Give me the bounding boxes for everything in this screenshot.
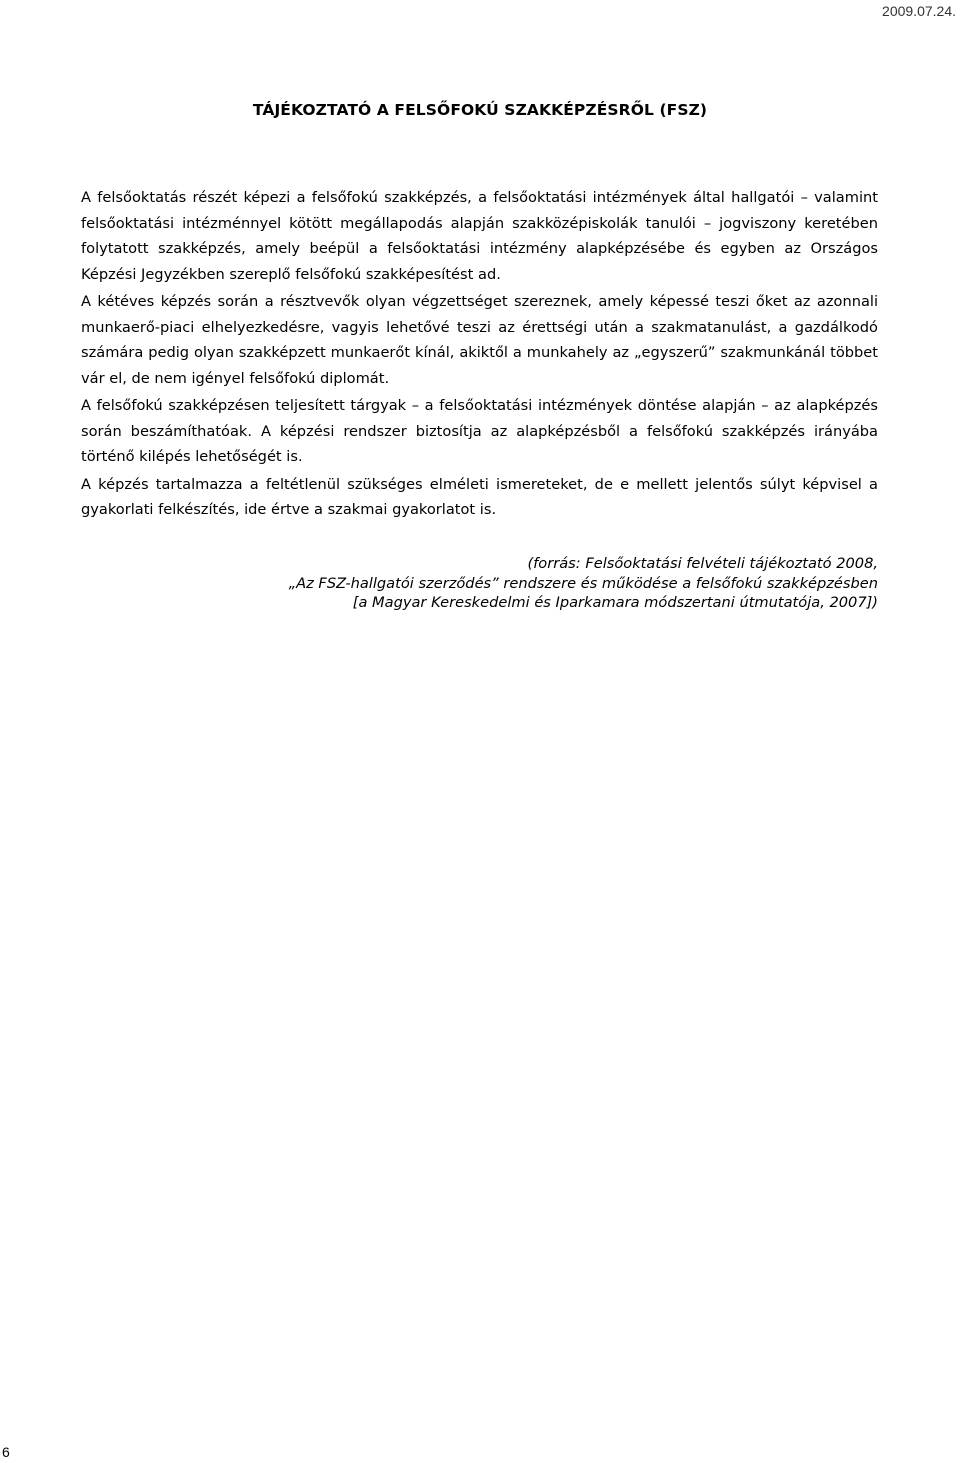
source-line-3: [a Magyar Kereskedelmi és Iparkamara módszertani útmutatója, 2007]) <box>352 594 878 611</box>
paragraph-training: A kétéves képzés során a résztvevők olyan végzettséget szereznek, amely képessé teszi őket az azonnali munkaerő-piaci elhelyezkedésre, vagyis lehetővé teszi az érettségi után a szakmatanulást, a gazdálkodó számára pedig olyan szakképzett munkaerőt kínál, akiktől a munkahely az „egyszerű” szakmunkánál többet vár el, de nem igényel felsőfokú diplomát. <box>81 293 878 387</box>
paragraph-content: A képzés tartalmazza a feltétlenül szükséges elméleti ismereteket, de e mellett jelentős súlyt képvisel a gyakorlati felkészítés, ide értve a szakmai gyakorlatot is. <box>81 475 878 518</box>
source-line-2: „Az FSZ-hallgatói szerződés” rendszere és működése a felsőfokú szakképzésben <box>288 574 878 592</box>
source-citation <box>81 554 878 613</box>
paragraph-credits: A felsőfokú szakképzésen teljesített tárgyak – a felsőoktatási intézmények döntése alapján – az alapképzés során beszámíthatóak. A képzési rendszer biztosítja az alapképzésből a felsőfokú szakképzés irányába történő kilépés lehetőségét is. <box>81 397 878 465</box>
header-date: 2009.07.24. <box>882 3 956 19</box>
document-body <box>81 185 878 525</box>
source-line-1: (forrás: Felsőoktatási felvételi tájékoztató 2008, <box>527 555 878 572</box>
document-title: TÁJÉKOZTATÓ A FELSŐFOKÚ SZAKKÉPZÉSRŐL (FSZ) <box>252 101 708 119</box>
page-number: 6 <box>2 1444 10 1460</box>
paragraph-intro: A felsőoktatás részét képezi a felsőfokú szakképzés, a felsőoktatási intézmények által hallgatói – valamint felsőoktatási intézménnyel kötött megállapodás alapján szakközépiskolák tanulói – jogviszony keretében folytatott szakképzés, amely beépül a felsőoktatási intézmény alapképzésébe és egyben az Országos Képzési Jegyzékben szereplő felsőfokú szakképesítést ad. <box>81 189 878 283</box>
